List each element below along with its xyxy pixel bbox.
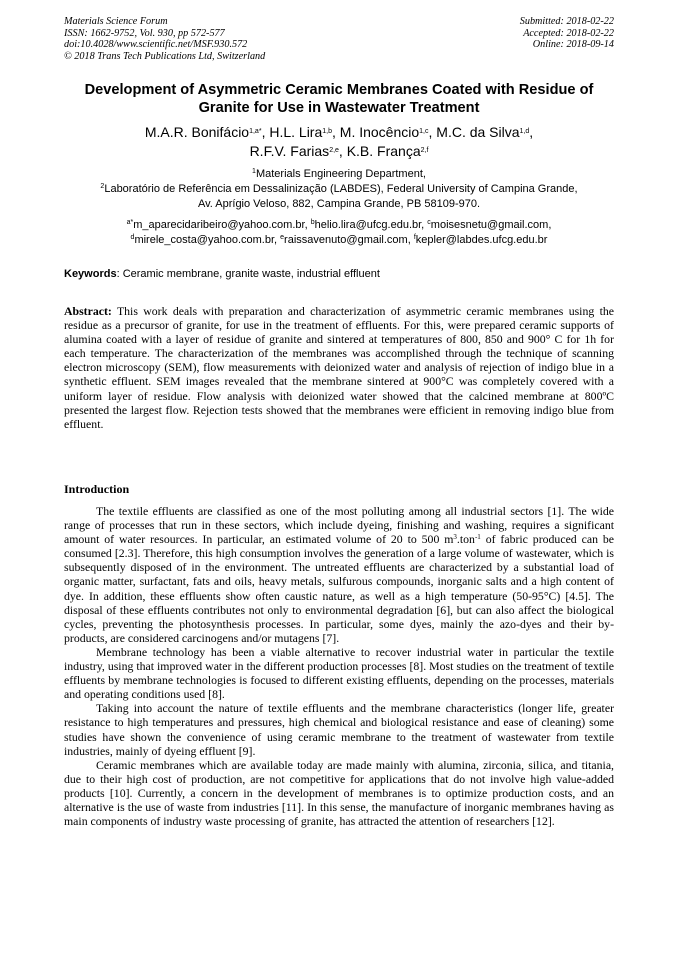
author-sup: 1,d — [519, 128, 530, 135]
intro-paragraph: Taking into account the nature of textile effluents and the membrane characteristics (longer life, greater resistance to high temperatures and pressures, high chemical and biological resistance and ease of cleaning) some studies have shown the convenience of using ceramic membrane to the treatment of wastewater from textile industries, mainly of dyeing effluent [9]. — [64, 701, 614, 758]
keywords — [64, 267, 624, 281]
author-sup: 1,c — [419, 128, 429, 135]
email-sup: c — [427, 219, 431, 226]
affiliation-1: Materials Engineering Department, — [255, 168, 426, 180]
dates-header — [520, 16, 614, 51]
superscript: -1 — [474, 533, 481, 542]
email-link[interactable]: raissavenuto@gmail.com — [284, 233, 408, 246]
author-name: M.A.R. Bonifácio — [144, 124, 250, 140]
intro-p1-text: The textile effluents are classified as one of the most polluting among all industrial sectors [1]. The wide range of processes that run in these sectors, which include dyeing, finishing and washing, requires a significant amount of water resources. In particular, an estimated volume of 20 to 500 m — [64, 504, 614, 547]
affiliation-2: Laboratório de Referência em Dessalinização (LABDES), Federal University of Campina Grande, — [104, 182, 578, 195]
keywords-text: : Ceramic membrane, granite waste, industrial effluent — [116, 268, 380, 280]
intro-p1-text: of fabric produced can be consumed [2.3]. Therefore, this high consumption involves the generation of a large volume of wastewater, which is subsequently disposed of in the environment. The untreated effluents are characterized by a substantial load of organic matter, surfactant, fats and oils, heavy metals, sulfurous compounds, inorganic salts and a high content of dye. In addition, these effluents show often caustic nature, as well as a high temperature (50-95°C) [4.5]. The disposal of these effluents contributes not only to environmental degradation [6], but can also affect the biological cycles, preventing the photosynthesis processes. In particular, some dyes, mainly the azo-dyes and their by-products, are considered carcinogens and/or mutagens [7]. — [64, 532, 614, 645]
affiliation-sup: 1 — [252, 168, 256, 175]
author-sup: 1,b — [322, 128, 332, 135]
affiliations — [40, 167, 638, 211]
email-link[interactable]: kepler@labdes.ufcg.edu.br — [415, 233, 548, 246]
copyright: © 2018 Trans Tech Publications Ltd, Switzerland — [64, 50, 266, 62]
abstract — [64, 304, 614, 431]
email-sup: f — [413, 233, 416, 241]
online-date: Online: 2018-09-14 — [532, 39, 614, 51]
email-sup: b — [310, 219, 315, 226]
author-sup: 2,f — [420, 147, 429, 154]
intro-paragraph — [64, 504, 614, 645]
superscript: 3 — [453, 533, 457, 542]
email-list: $^{a*}$m_aparecidaribeiro@yahoo.com.br, $^b$helio.lira@ufcg.edu.br, $^c$moisesnetu@gmail.com, $^d$mirele_costa@yahoo.com.br, $^e$raissavenuto@gmail.com, $^f$kepler@labdes.ufcg.edu.br — [126, 219, 552, 246]
author-name: M. Inocêncio — [339, 124, 420, 140]
email-link[interactable]: helio.lira@ufcg.edu.br — [314, 219, 422, 231]
email-link[interactable]: mirele_costa@yahoo.com.br — [134, 233, 275, 246]
email-sup: e — [280, 233, 285, 241]
author-name: M.C. da Silva — [436, 124, 520, 140]
intro-paragraph: Ceramic membranes which are available today are made mainly with alumina, zirconia, silica, and titania, due to their high cost of production, are not competitive for applications that do not involve high value-added products [10]. Currently, a concern in the development of membranes is to optimize production costs, and an alternative is the use of waste from industries [11]. In this sense, the manufacture of inorganic membranes having as main components of industry waste processing of granite, has attracted the attention of researchers [12]. — [64, 757, 614, 829]
affiliation-address: Av. Aprígio Veloso, 882, Campina Grande, PB 58109-970. — [197, 197, 481, 210]
author-sup: 1,a* — [249, 128, 262, 135]
introduction-body — [64, 504, 614, 828]
intro-paragraph: Membrane technology has been a viable alternative to recover industrial water in particular the textile industry, using that improved water in the different production processes [8]. Most studies on the treatment of textile effluents by membrane technologies is focused to different existing effluents, depending on the processes, materials and operating conditions used [8]. — [64, 644, 614, 702]
author-name: H.L. Lira — [269, 124, 323, 140]
journal-name: Materials Science Forum — [64, 16, 168, 27]
keywords-label: Keywords — [64, 268, 117, 280]
author-sup: 2,e — [329, 147, 339, 154]
email-link[interactable]: moisesnetu@gmail.com — [430, 219, 549, 231]
author-list: M.A.R. Bonifácio$^{1,a*}$, H.L. Lira$^{1,b}$, M. Inocêncio$^{1,c}$, M.C. da Silva$^{1,d}$, R.F.V. Farias$^{2,e}$, K.B. França$^{2,f}$ — [144, 124, 534, 159]
paper-title: Development of Asymmetric Ceramic Membranes Coated with Residue of Granite for Use in Wastewater Treatment — [84, 82, 594, 116]
email-sup: d — [130, 233, 135, 241]
author-name: K.B. França — [346, 143, 421, 159]
abstract-label: Abstract: — [64, 304, 112, 318]
submitted-date: Submitted: 2018-02-22 — [519, 16, 614, 27]
accepted-date: Accepted: 2018-02-22 — [523, 27, 614, 39]
journal-header — [64, 16, 265, 62]
email-link[interactable]: m_aparecidaribeiro@yahoo.com.br — [133, 219, 305, 231]
email-sup: a* — [126, 219, 134, 226]
issn: ISSN: 1662-9752, Vol. 930, pp 572-577 — [64, 27, 225, 39]
abstract-text: This work deals with preparation and characterization of asymmetric ceramic membranes using the residue as a precursor of granite, for use in the treatment of effluents. For this, were prepared ceramic supports of alumina coated with a layer of residue of granite and sintered at temperatures of 800, 850 and 900° C for 1h for each temperature. The characterization of the membranes was accomplished through the technique of scanning electron microscopy (SEM), flow measurements with deionized water and analysis of rejection of indigo blue in a synthetic effluent. SEM images revealed that the membrane sintered at 900°C was completely covered with a uniform layer of residue. Flow analysis with deionized water showed that the calcined membrane at 800ºC presented the largest flow. Rejection tests showed that the membranes were efficient in removing indigo blue from effluent. — [64, 304, 614, 431]
affiliation-sup: 2 — [100, 182, 105, 190]
intro-p1-text: .ton — [456, 532, 475, 547]
doi: doi:10.4028/www.scientific.net/MSF.930.572 — [64, 39, 248, 51]
section-heading-introduction: Introduction — [64, 482, 130, 496]
author-name: R.F.V. Farias — [249, 143, 330, 159]
